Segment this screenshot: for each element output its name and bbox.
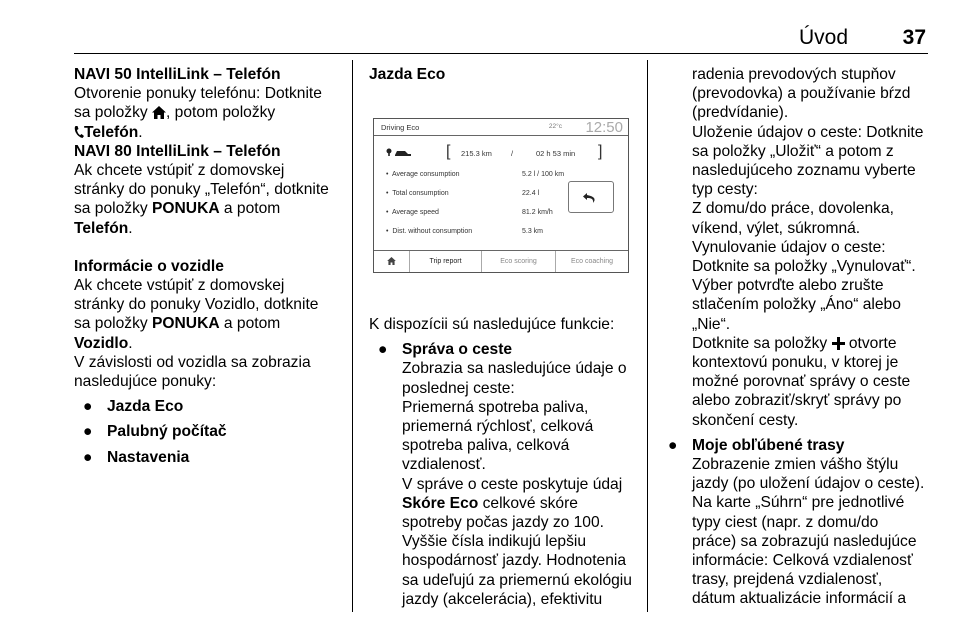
text-line: práce) sa zobrazujú nasledujúce: [692, 532, 917, 550]
text-line: Uloženie údajov o ceste: Dotknite: [692, 123, 924, 141]
stat-row: • Total consumption: [386, 190, 449, 197]
trip-separator: /: [511, 149, 514, 158]
screen-temperature: 22°c: [548, 123, 562, 130]
list-item: ● Jazda Eco: [83, 398, 184, 416]
list-item: ● Nastavenia: [83, 448, 190, 466]
text-line: Telefón.: [74, 219, 133, 237]
screen-clock: 12:50: [585, 119, 623, 136]
undo-icon: [582, 190, 600, 206]
text-line: K dispozícii sú nasledujúce funkcie:: [369, 316, 615, 333]
column-2-body: [369, 315, 645, 609]
text-line: dátum aktualizácie informácií a: [692, 590, 907, 608]
phone-icon: [74, 125, 84, 139]
text-line: Vyššie čísla indikujú lepšiu: [402, 533, 587, 551]
column-divider-2: [647, 60, 648, 612]
car-icon: [386, 148, 412, 158]
tab-trip-report[interactable]: Trip report: [410, 251, 482, 272]
trip-summary: [ 215.3 km / 02 h 53 min ]: [386, 148, 616, 162]
text-line: sa položky PONUKA a potom: [74, 200, 281, 218]
text-line: kontextovú ponuku, v ktorej je: [692, 354, 899, 372]
text-line: sa udeľujú za priemernú ekológiu: [402, 571, 632, 589]
text-line: Vynulovanie údajov o ceste:: [692, 238, 886, 256]
page-header: [74, 26, 928, 54]
home-icon: [152, 106, 166, 119]
text-line: spotreby počas jazdy zo 100.: [402, 514, 604, 532]
screen-tabs: [374, 250, 628, 272]
text-line: stránky do ponuky Vozidlo, dotknite: [74, 296, 319, 314]
trip-duration: 02 h 53 min: [536, 149, 576, 158]
text-line: Skóre Eco celkové skóre: [402, 494, 578, 512]
eco-driving-screenshot: [373, 118, 629, 273]
list-item: ● Palubný počítač: [83, 423, 227, 441]
text-line: hospodárnosť jazdy. Hodnotenia: [402, 552, 627, 570]
text-line: Vozidlo.: [74, 334, 133, 352]
text-line: nasledujúce ponuky:: [74, 373, 217, 391]
text-line: typy ciest (napr. z domu/do: [692, 513, 879, 531]
text-line: možné porovnať správy o ceste: [692, 373, 911, 391]
text-line: Zobrazenie zmien vášho štýlu: [692, 456, 899, 474]
heading-navi50: NAVI 50 IntelliLink – Telefón: [74, 66, 281, 83]
text-line: stlačením položky „Áno“ alebo: [692, 296, 901, 314]
tab-eco-scoring[interactable]: Eco scoring: [482, 251, 556, 272]
tab-eco-coaching[interactable]: Eco coaching: [570, 258, 614, 265]
text-line: jazdy (akcelerácia), efektivitu: [402, 590, 603, 608]
reset-button[interactable]: [568, 181, 614, 213]
stat-value: 5.3 km: [522, 228, 544, 235]
text-line: Priemerná spotreba paliva,: [402, 398, 589, 416]
text-line: priemerná rýchlosť, celková: [402, 418, 594, 436]
column-3: [664, 65, 934, 609]
screen-title: Driving Eco: [381, 123, 420, 132]
text-line: Ak chcete vstúpiť z domovskej: [74, 277, 285, 295]
list-item: ● Správa o ceste: [378, 341, 513, 359]
stat-value: 22.4 l: [522, 190, 540, 197]
text-line: Z domu/do práce, dovolenka,: [692, 200, 894, 218]
text-line: poslednej ceste:: [402, 379, 515, 397]
plus-icon: [832, 337, 845, 350]
text-line: skončení cesty.: [692, 411, 799, 429]
text-line: trasy, prejdená vzdialenosť,: [692, 571, 883, 589]
text-line: Ak chcete vstúpiť z domovskej: [74, 162, 285, 180]
text-line: jazdy (po uložení údajov o ceste).: [692, 475, 925, 493]
text-line: Dotknite sa položky otvorte: [692, 334, 897, 352]
text-line: spotreba paliva, celková: [402, 437, 570, 455]
heading-vehicle-info: Informácie o vozidle: [74, 257, 224, 275]
heading-eco-driving: Jazda Eco: [369, 66, 446, 83]
text-line: Na karte „Súhrn“ pre jednotlivé: [692, 494, 905, 512]
trip-distance: 215.3 km: [461, 149, 492, 158]
text-line: Otvorenie ponuky telefónu: Dotknite: [74, 85, 322, 103]
text-line: sa položky PONUKA a potom: [74, 315, 281, 333]
heading-navi80: NAVI 80 IntelliLink – Telefón: [74, 142, 281, 160]
text-line: vzdialenosť.: [402, 456, 486, 474]
text-line: „Nie“.: [692, 315, 731, 333]
text-line: Telefón.: [74, 123, 350, 142]
column-1: [74, 65, 350, 467]
text-line: sa položky , potom položky: [74, 104, 276, 122]
text-line: stránky do ponuky „Telefón“, dotknite: [74, 181, 329, 199]
page-number: 37: [902, 26, 926, 49]
text-line: alebo zobraziť/skryť správy po: [692, 392, 902, 410]
text-line: nasledujúceho zoznamu vyberte: [692, 162, 916, 180]
text-line: typ cesty:: [692, 181, 758, 199]
stat-row: • Average speed: [386, 209, 439, 216]
text-line: (prevodovka) a používanie bŕzd: [692, 85, 911, 103]
home-tab[interactable]: [374, 251, 410, 272]
stat-value: 5.2 l / 100 km: [522, 171, 565, 178]
text-line: V správe o ceste poskytuje údaj: [402, 475, 623, 493]
section-title: Úvod: [798, 26, 848, 49]
text-line: Výber potvrďte alebo zrušte: [692, 277, 884, 295]
text-line: Dotknite sa položky „Vynulovať“.: [692, 258, 916, 276]
text-line: informácie: Celková vzdialenosť: [692, 552, 913, 570]
stat-row: • Dist. without consumption: [386, 228, 473, 235]
list-item: ● Moje obľúbené trasy: [668, 436, 845, 454]
column-divider-1: [352, 60, 353, 612]
column-2: [369, 65, 645, 84]
text-line: Zobrazia sa nasledujúce údaje o: [402, 360, 627, 378]
stat-row: • Average consumption: [386, 171, 460, 178]
text-line: V závislosti od vozidla sa zobrazia: [74, 353, 311, 371]
text-line: (predvídanie).: [692, 104, 789, 122]
screen-title-bar: [374, 119, 628, 136]
text-line: víkend, výlet, súkromná.: [692, 219, 861, 237]
text-line: radenia prevodových stupňov: [692, 66, 896, 83]
stat-value: 81.2 km/h: [522, 209, 553, 216]
home-icon: [387, 257, 396, 265]
text-line: sa položky „Uložiť“ a potom z: [692, 142, 894, 160]
